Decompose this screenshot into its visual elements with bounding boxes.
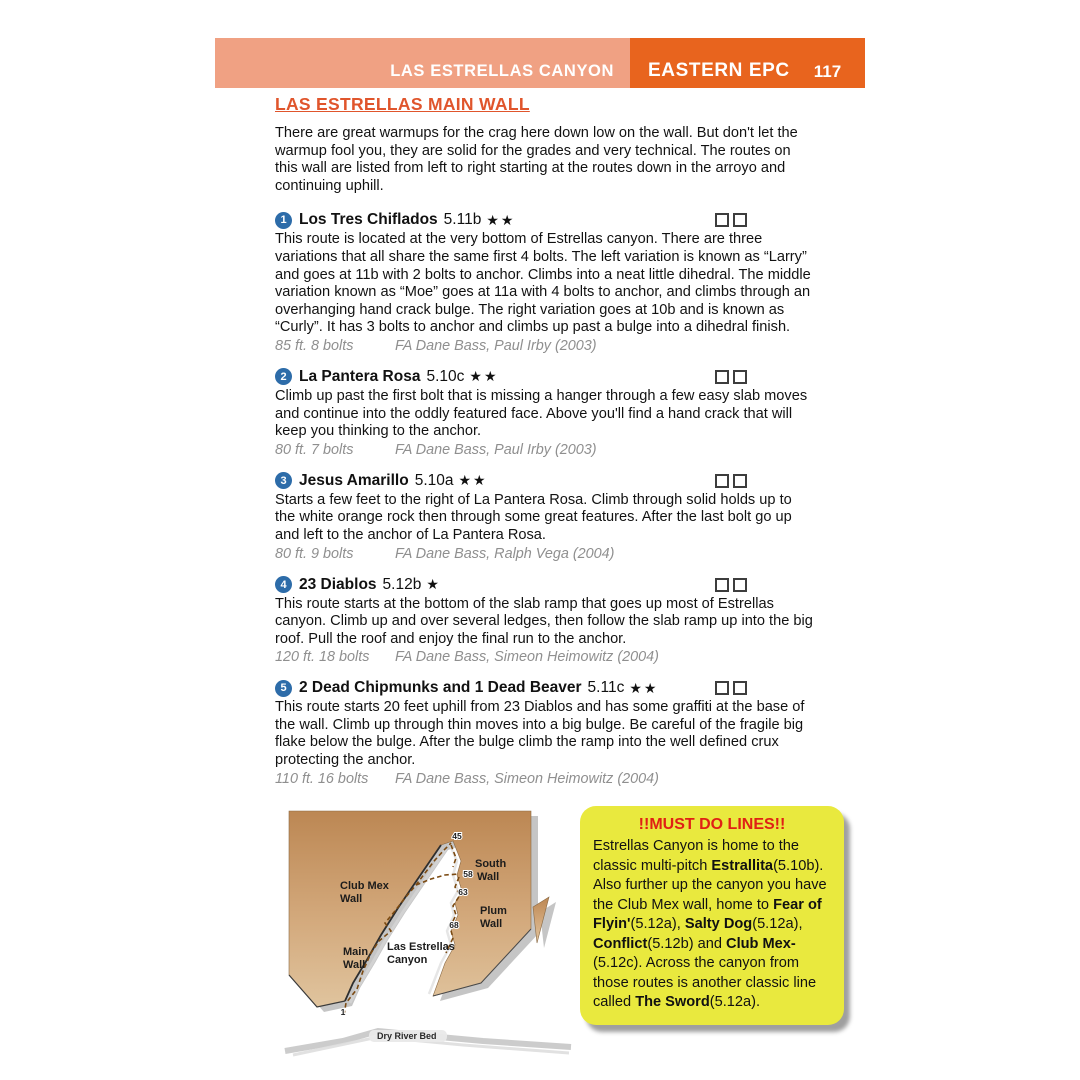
tick-box bbox=[715, 578, 729, 592]
tick-box bbox=[715, 213, 729, 227]
route-stars: ★★ bbox=[469, 368, 499, 385]
tick-boxes bbox=[715, 578, 747, 592]
map-label-south-wall: South bbox=[475, 858, 507, 870]
route-description: Starts a few feet to the right of La Pantera Rosa. Climb through solid holds up to the white orange rock then through some great features. After the last bolt go up and left to the anchor of La Pantera Rosa. bbox=[275, 491, 792, 543]
route-length-bolts: 110 ft. 16 bolts bbox=[275, 770, 369, 787]
map-marker-58: 58 bbox=[463, 869, 473, 879]
route-number-badge: 2 bbox=[275, 368, 292, 385]
map-marker-1: 1 bbox=[340, 1007, 346, 1017]
tick-boxes bbox=[715, 681, 747, 695]
route-item bbox=[275, 211, 815, 354]
route-item bbox=[275, 576, 815, 666]
route-stars: ★★ bbox=[486, 211, 516, 228]
map-label-plum-wall: Wall bbox=[480, 918, 503, 930]
map-label-canyon: Canyon bbox=[387, 954, 428, 966]
tick-box bbox=[733, 370, 747, 384]
route-number-badge: 3 bbox=[275, 472, 292, 489]
tick-box bbox=[715, 474, 729, 488]
map-label-club-mex-wall: Wall bbox=[340, 893, 363, 905]
route-number-badge: 4 bbox=[275, 576, 292, 593]
tick-box bbox=[733, 578, 747, 592]
map-marker-63: 63 bbox=[458, 887, 468, 897]
route-name: La Pantera Rosa bbox=[299, 367, 421, 385]
route-item bbox=[275, 679, 815, 786]
route-stars: ★★ bbox=[458, 472, 488, 489]
map-label-south-wall: Wall bbox=[477, 871, 500, 883]
must-do-body: Estrellas Canyon is home to the classic multi-pitch Estrallita(5.10b). Also further up the canyon you have the Club Mex wall, home to Fear of Flyin'(5.12a), Salty Dog(5.12a), Conflict(5.12b) and Club Mex-(5.12c). Across the canyon from those routes is another classic line called The Sword(5.12a). bbox=[593, 838, 827, 1010]
route-stars: ★★ bbox=[629, 679, 659, 696]
route-first-ascent: FA Dane Bass, Paul Irby (2003) bbox=[395, 441, 597, 458]
must-do-title: !!MUST DO LINES!! bbox=[638, 816, 786, 833]
route-item bbox=[275, 472, 815, 562]
route-name: 2 Dead Chipmunks and 1 Dead Beaver bbox=[299, 679, 582, 697]
route-name: Los Tres Chiflados bbox=[299, 211, 438, 229]
tick-box bbox=[733, 213, 747, 227]
route-description: This route starts at the bottom of the slab ramp that goes up most of Estrellas canyon. Climb up and over several ledges, then follow the slab ramp up into the big roof. Pull the roof and enjoy the final run to the anchor. bbox=[275, 595, 813, 647]
page-title: LAS ESTRELLAS MAIN WALL bbox=[275, 94, 530, 114]
route-title-row bbox=[275, 472, 815, 490]
map-label-plum-wall: Plum bbox=[480, 905, 507, 917]
must-do-box bbox=[580, 806, 844, 1025]
route-first-ascent: FA Dane Bass, Simeon Heimowitz (2004) bbox=[395, 649, 659, 666]
route-title-row bbox=[275, 679, 815, 697]
route-first-ascent: FA Dane Bass, Simeon Heimowitz (2004) bbox=[395, 770, 659, 787]
route-grade: 5.11c bbox=[587, 679, 625, 697]
route-grade: 5.10c bbox=[426, 367, 465, 385]
route-number-badge: 5 bbox=[275, 680, 292, 697]
route-stats-row bbox=[275, 771, 815, 787]
region-header bbox=[630, 38, 865, 88]
region-label: EASTERN EPC bbox=[648, 60, 790, 81]
route-grade: 5.10a bbox=[414, 471, 454, 489]
route-grade: 5.11b bbox=[443, 211, 482, 229]
tick-box bbox=[715, 370, 729, 384]
tick-box bbox=[733, 681, 747, 695]
route-description: This route is located at the very bottom of Estrellas canyon. There are three variations that all share the same first 4 bolts. The left variation is known as “Larry” and goes at 11b with 2 bolts to anchor. Climbs into a neat little dihedral. The middle variation known as “Moe” goes at 11a with 4 bolts to anchor, and climbs through an overhanging hand crack bulge. The right variation goes at 10b and is known as “Curly”. It has 3 bolts to anchor and climbs up past a bulge into a dihedral finish. bbox=[275, 231, 811, 336]
map-label-dry-river-bed: Dry River Bed bbox=[377, 1031, 437, 1041]
route-description: This route starts 20 feet uphill from 23 Diablos and has some graffiti at the base of the wall. Climb up through thin moves into a big bulge. Be careful of the fragile big flake below the bulge. After the bulge climb the ramp into the well defined crux protecting the anchor. bbox=[275, 699, 805, 769]
route-first-ascent: FA Dane Bass, Ralph Vega (2004) bbox=[395, 545, 615, 562]
route-first-ascent: FA Dane Bass, Paul Irby (2003) bbox=[395, 337, 597, 354]
map-label-main-wall: Main bbox=[343, 946, 369, 958]
map-label-canyon: Las Estrellas bbox=[387, 941, 455, 953]
area-map bbox=[283, 803, 575, 1057]
route-number-badge: 1 bbox=[275, 212, 292, 229]
route-length-bolts: 80 ft. 9 bolts bbox=[275, 545, 354, 562]
route-description: Climb up past the first bolt that is missing a hanger through a few easy slab moves and continue into the oddly featured face. Above you'll find a hand crack that will keep you thinking to the anchor. bbox=[275, 387, 808, 440]
tick-boxes bbox=[715, 474, 747, 488]
route-title-row bbox=[275, 211, 815, 229]
route-name: 23 Diablos bbox=[299, 575, 377, 593]
route-length-bolts: 120 ft. 18 bolts bbox=[275, 649, 370, 666]
tick-boxes bbox=[715, 213, 747, 227]
route-stars: ★ bbox=[426, 576, 441, 592]
tick-box bbox=[715, 681, 729, 695]
map-label-main-wall: Wall bbox=[343, 959, 366, 971]
tick-box bbox=[733, 474, 747, 488]
route-length-bolts: 80 ft. 7 bolts bbox=[275, 441, 354, 458]
route-stats-row bbox=[275, 442, 815, 458]
route-item bbox=[275, 368, 815, 458]
tick-boxes bbox=[715, 370, 747, 384]
route-stats-row bbox=[275, 649, 815, 665]
route-stats-row bbox=[275, 338, 815, 354]
canyon-section-label: LAS ESTRELLAS CANYON bbox=[215, 38, 630, 88]
route-length-bolts: 85 ft. 8 bolts bbox=[275, 337, 354, 354]
map-marker-45: 45 bbox=[452, 831, 462, 841]
route-grade: 5.12b bbox=[382, 575, 422, 593]
map-marker-68: 68 bbox=[449, 920, 459, 930]
area-map-svg bbox=[283, 803, 575, 1057]
map-label-club-mex-wall: Club Mex bbox=[340, 880, 389, 892]
intro-paragraph: There are great warmups for the crag here down low on the wall. But don't let the warmup fool you, they are solid for the grades and very technical. The routes on this wall are listed from left to right starting at the routes down in the arroyo and continuing uphill. bbox=[275, 125, 798, 194]
main-content bbox=[275, 94, 815, 801]
page-number: 117 bbox=[813, 62, 842, 81]
route-stats-row bbox=[275, 546, 815, 562]
route-name: Jesus Amarillo bbox=[299, 471, 409, 489]
route-title-row bbox=[275, 368, 815, 386]
header-band bbox=[215, 38, 865, 88]
route-title-row bbox=[275, 576, 815, 594]
